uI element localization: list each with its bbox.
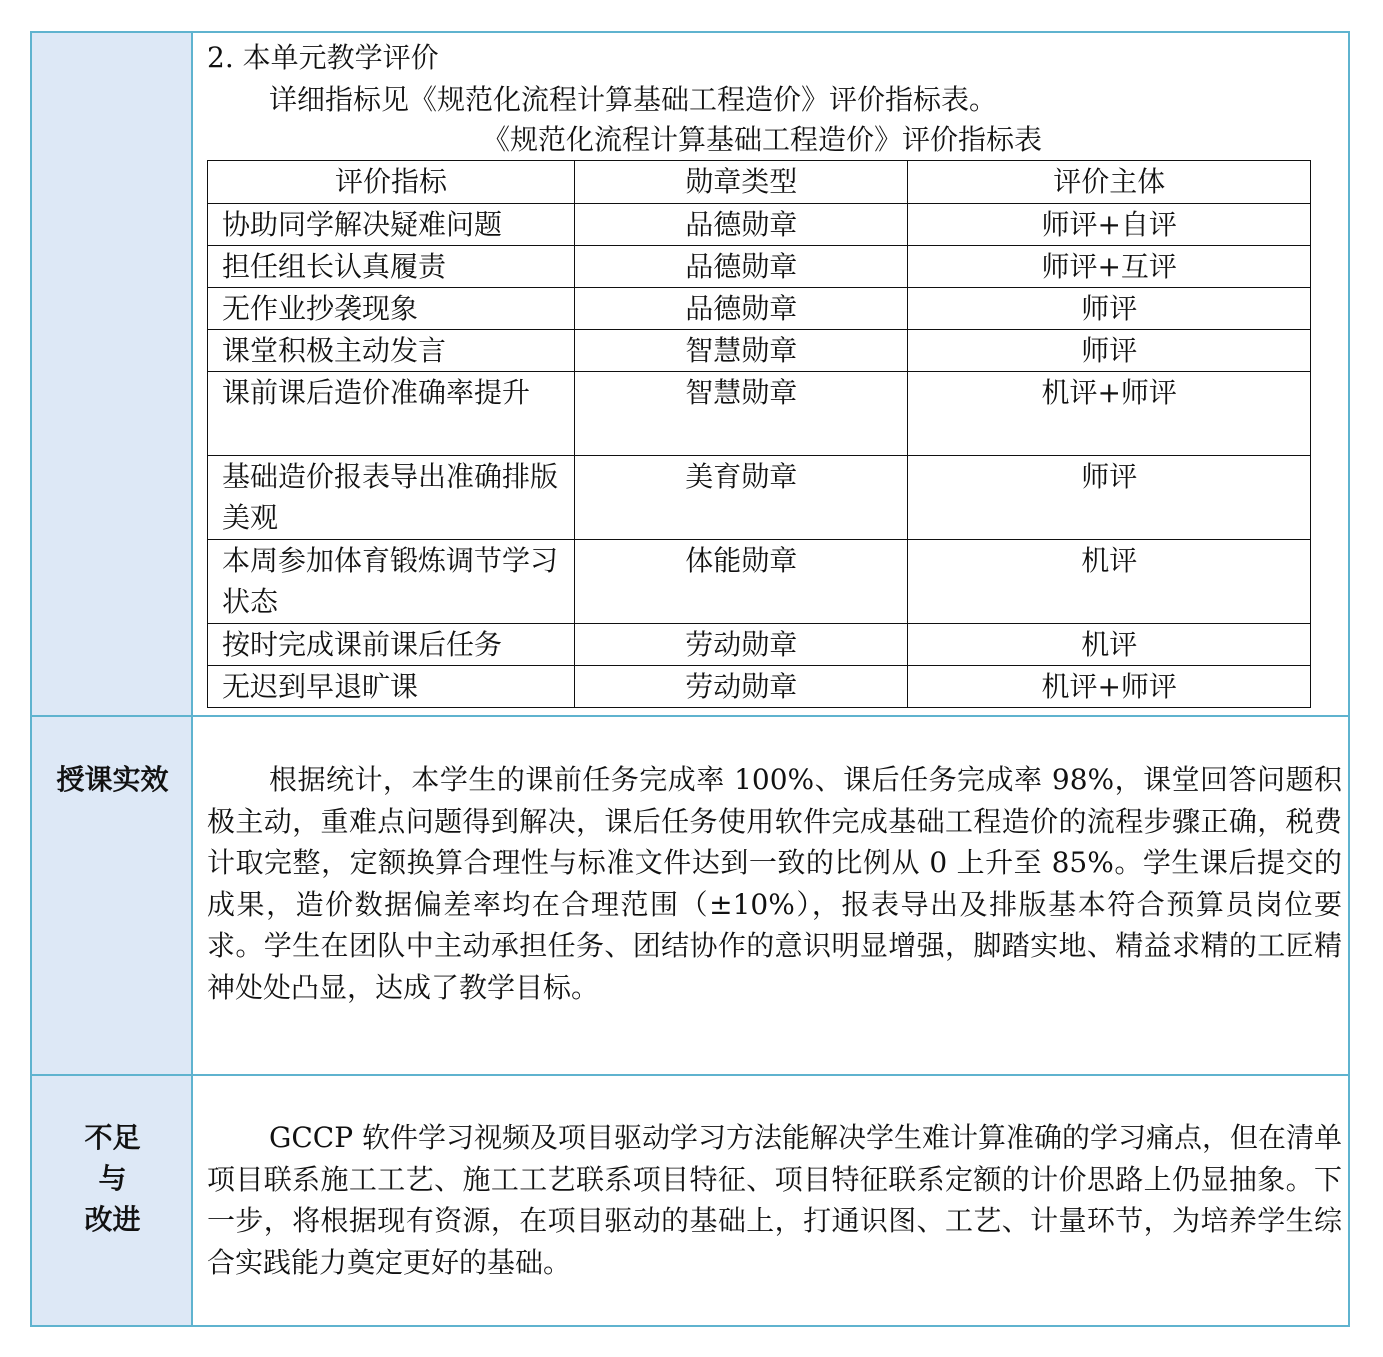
table-row — [208, 288, 1311, 330]
table-header-row — [208, 161, 1311, 204]
table-row — [208, 666, 1311, 708]
column-header: 勋章类型 — [575, 161, 908, 204]
indicator-cell: 无迟到早退旷课 — [208, 666, 575, 708]
badge-type-cell: 劳动勋章 — [575, 624, 908, 666]
improve-label-line2: 与 — [98, 1162, 127, 1195]
table-title: 《规范化流程计算基础工程造价》评价指标表 — [481, 123, 1042, 156]
row-divider — [32, 1074, 1348, 1076]
indicator-cell: 担任组长认真履责 — [208, 246, 575, 288]
indicator-cell: 本周参加体育锻炼调节学习状态 — [208, 540, 575, 624]
table-row — [208, 624, 1311, 666]
evaluator-cell: 师评 — [908, 330, 1311, 372]
indicator-cell: 无作业抄袭现象 — [208, 288, 575, 330]
evaluator-cell: 师评 — [908, 456, 1311, 540]
improve-label-line3: 改进 — [84, 1203, 141, 1236]
table-row — [208, 330, 1311, 372]
section-intro: 详细指标见《规范化流程计算基础工程造价》评价指标表。 — [269, 83, 998, 116]
evaluator-cell: 机评 — [908, 624, 1311, 666]
effect-text: 根据统计，本学生的课前任务完成率 100%、课后任务完成率 98%，课堂回答问题积极主动，重难点问题得到解决，课后任务使用软件完成基础工程造价的流程步骤正确，税费计取完整，定额换算合理性与标准文件达到一致的比例从 0 上升至 85%。学生课后提交的成果，造价数据偏差率均在合理范围（±10%），报表导出及排版基本符合预算员岗位要求。学生在团队中主动承担任务、团结协作的意识明显增强，脚踏实地、精益求精的工匠精神处处凸显，达成了教学目标。 — [207, 763, 1342, 1004]
indicator-cell: 课堂积极主动发言 — [208, 330, 575, 372]
column-header: 评价指标 — [208, 161, 575, 204]
badge-type-cell: 智慧勋章 — [575, 372, 908, 456]
evaluator-cell: 机评 — [908, 540, 1311, 624]
badge-type-cell: 体能勋章 — [575, 540, 908, 624]
indicator-cell: 协助同学解决疑难问题 — [208, 204, 575, 246]
evaluator-cell: 机评+师评 — [908, 666, 1311, 708]
evaluator-cell: 师评+自评 — [908, 204, 1311, 246]
improve-text: GCCP 软件学习视频及项目驱动学习方法能解决学生难计算准确的学习痛点，但在清单项目联系施工工艺、施工工艺联系项目特征、项目特征联系定额的计价思路上仍显抽象。下一步，将根据现有资源，在项目驱动的基础上，打通识图、工艺、计量环节，为培养学生综合实践能力奠定更好的基础。 — [207, 1121, 1342, 1279]
table-row — [208, 456, 1311, 540]
evaluation-table — [207, 160, 1311, 708]
evaluation-form — [30, 31, 1350, 1327]
column-header: 评价主体 — [908, 161, 1311, 204]
row-divider — [32, 715, 1348, 717]
badge-type-cell: 美育勋章 — [575, 456, 908, 540]
evaluator-cell: 机评+师评 — [908, 372, 1311, 456]
table-row — [208, 540, 1311, 624]
badge-type-cell: 品德勋章 — [575, 288, 908, 330]
effect-label: 授课实效 — [56, 763, 169, 796]
indicator-cell: 按时完成课前课后任务 — [208, 624, 575, 666]
badge-type-cell: 劳动勋章 — [575, 666, 908, 708]
table-row — [208, 246, 1311, 288]
table-row — [208, 204, 1311, 246]
badge-type-cell: 智慧勋章 — [575, 330, 908, 372]
indicator-cell: 基础造价报表导出准确排版美观 — [208, 456, 575, 540]
evaluator-cell: 师评+互评 — [908, 246, 1311, 288]
improve-label-line1: 不足 — [84, 1121, 141, 1154]
table-row — [208, 372, 1311, 456]
section-heading: 2. 本单元教学评价 — [207, 41, 439, 74]
indicator-cell: 课前课后造价准确率提升 — [208, 372, 575, 456]
badge-type-cell: 品德勋章 — [575, 246, 908, 288]
evaluator-cell: 师评 — [908, 288, 1311, 330]
badge-type-cell: 品德勋章 — [575, 204, 908, 246]
